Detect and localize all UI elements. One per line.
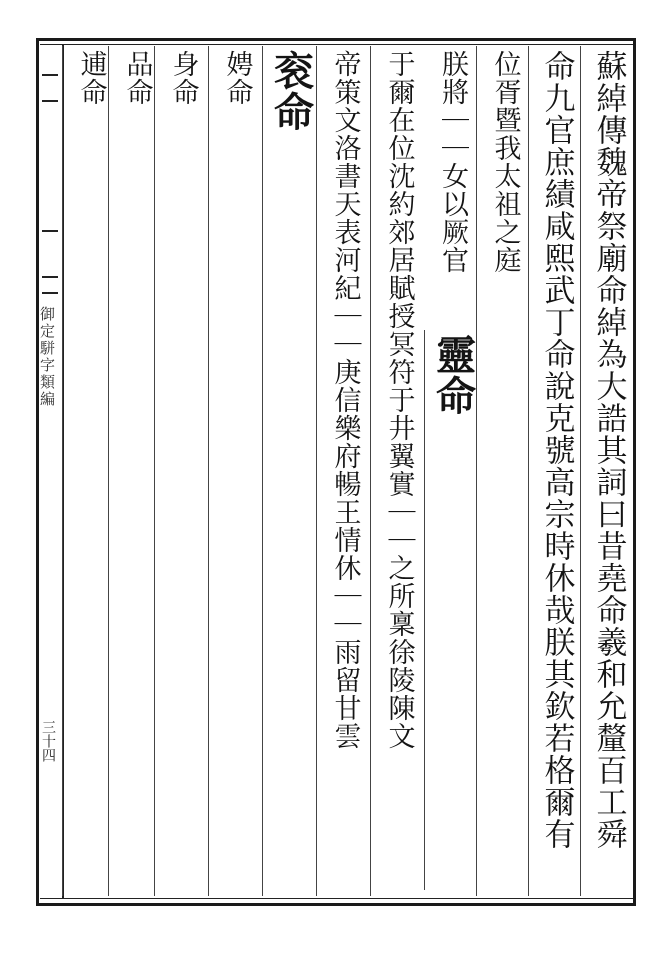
- text-column: [62, 46, 118, 896]
- text-column: [316, 46, 372, 896]
- column-text: 位胥暨我太祖之庭: [489, 50, 521, 274]
- banner-title: 御定駢字類編: [38, 306, 56, 408]
- banner-mark: [42, 276, 58, 278]
- top-rule: [40, 44, 633, 45]
- entry-heading: 衮命: [267, 50, 315, 132]
- text-column: [580, 46, 636, 896]
- column-text: 于爾在位沈約郊居賦授冥符于井翼實｜｜之所稟徐陵陳文: [383, 50, 415, 750]
- text-column: [262, 46, 318, 896]
- banner-mark: [42, 100, 58, 102]
- text-column: [476, 46, 532, 896]
- column-text: 逋命: [75, 50, 107, 106]
- column-text: 帝策文洛書天表河紀｜｜庚信樂府暢王情休｜｜雨留甘雲: [329, 50, 361, 750]
- banner-mark: [42, 292, 58, 294]
- page-number: 三十四: [40, 720, 56, 762]
- text-column: [208, 46, 264, 896]
- column-text: 身命: [167, 50, 199, 106]
- entry-heading: 靈命: [429, 334, 477, 416]
- column-text: 朕將｜｜女以厥官: [437, 50, 468, 274]
- margin-banner: [38, 44, 64, 898]
- text-column: [370, 46, 426, 896]
- banner-mark: [42, 74, 58, 76]
- column-text: 命九官庶績咸熙武丁命說克號高宗時休哉朕其欽若格爾有: [538, 50, 575, 850]
- column-text: 娉命: [221, 50, 253, 106]
- column-text: 品命: [121, 50, 153, 106]
- entry-heading-column: [424, 330, 480, 890]
- banner-mark: [42, 230, 58, 232]
- column-text: 蘇綽傳魏帝祭廟命綽為大誥其詞曰昔堯命羲和允釐百工舜: [590, 50, 627, 850]
- text-column: [528, 46, 584, 896]
